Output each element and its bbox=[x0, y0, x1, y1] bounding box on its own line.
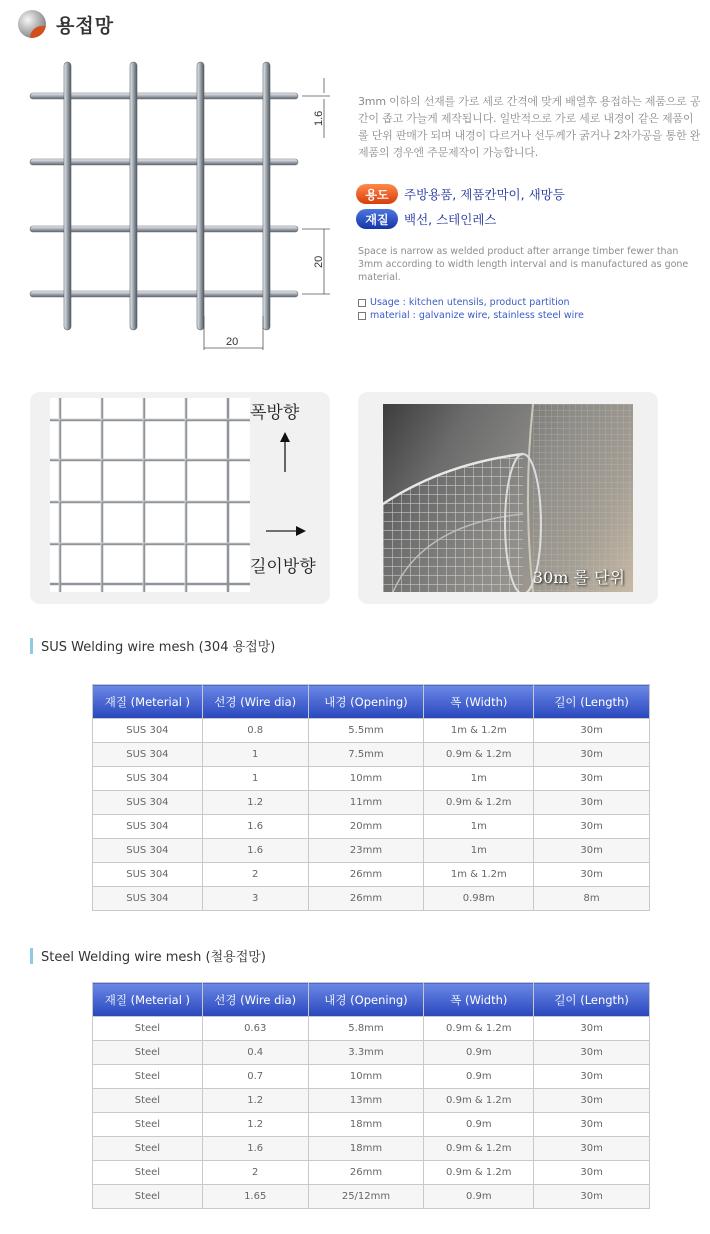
cell-opening: 20mm bbox=[308, 815, 424, 839]
cell-wire-dia: 0.7 bbox=[202, 1065, 308, 1089]
material-text: 백선, 스테인레스 bbox=[404, 212, 497, 227]
cell-length: 8m bbox=[534, 887, 650, 911]
steel-section-title bbox=[30, 946, 266, 965]
cell-opening: 13mm bbox=[308, 1089, 424, 1113]
table-row bbox=[93, 1137, 650, 1161]
dimension-bottom-label: 20 bbox=[226, 336, 239, 348]
cell-length: 30m bbox=[534, 1041, 650, 1065]
cell-length: 30m bbox=[534, 743, 650, 767]
mesh-roll-photo bbox=[383, 404, 633, 592]
cell-width: 1m bbox=[424, 767, 534, 791]
cell-wire-dia: 1.65 bbox=[202, 1185, 308, 1209]
cell-length: 30m bbox=[534, 1137, 650, 1161]
cell-width: 0.9m & 1.2m bbox=[424, 1089, 534, 1113]
section-bar-icon bbox=[30, 638, 33, 654]
cell-wire-dia: 1 bbox=[202, 767, 308, 791]
table-row bbox=[93, 719, 650, 743]
cell-opening: 25/12mm bbox=[308, 1185, 424, 1209]
cell-width: 0.9m bbox=[424, 1065, 534, 1089]
cell-opening: 18mm bbox=[308, 1137, 424, 1161]
cell-opening: 10mm bbox=[308, 767, 424, 791]
table-header-row bbox=[93, 685, 650, 719]
mesh-roll-illustration bbox=[383, 404, 633, 592]
cell-opening: 11mm bbox=[308, 791, 424, 815]
cell-length: 30m bbox=[534, 1065, 650, 1089]
cell-material: Steel bbox=[93, 1041, 203, 1065]
cell-opening: 5.8mm bbox=[308, 1017, 424, 1041]
cell-opening: 7.5mm bbox=[308, 743, 424, 767]
cell-length: 30m bbox=[534, 1161, 650, 1185]
cell-material: SUS 304 bbox=[93, 767, 203, 791]
cell-opening: 26mm bbox=[308, 887, 424, 911]
cell-material: Steel bbox=[93, 1113, 203, 1137]
korean-description: 3mm 이하의 선재를 가로 세로 간격에 맞게 배열후 용접하는 제품으로 공간이 좁고 가늘게 제작됩니다. 일반적으로 가로 세로 내경이 같은 제품이 롤 단위 판매가 되며 내경이 다르거나 선두께가 굵거나 2차가공을 통한 완제품의 경우엔 주문제작이 가능합니다. bbox=[358, 95, 701, 159]
usage-en-item bbox=[358, 297, 570, 308]
cell-width: 1m bbox=[424, 815, 534, 839]
cell-wire-dia: 1.2 bbox=[202, 791, 308, 815]
steel-title-text: Steel Welding wire mesh (철용접망) bbox=[41, 950, 266, 965]
roll-photo-panel bbox=[358, 392, 658, 604]
cell-width: 0.9m & 1.2m bbox=[424, 1137, 534, 1161]
checkbox-icon bbox=[358, 299, 366, 307]
table-header-row bbox=[93, 983, 650, 1017]
cell-length: 30m bbox=[534, 1113, 650, 1137]
cell-length: 30m bbox=[534, 719, 650, 743]
table-row bbox=[93, 863, 650, 887]
table-row bbox=[93, 1065, 650, 1089]
cell-wire-dia: 1 bbox=[202, 743, 308, 767]
table-row bbox=[93, 767, 650, 791]
cell-width: 0.9m & 1.2m bbox=[424, 1017, 534, 1041]
cell-wire-dia: 0.4 bbox=[202, 1041, 308, 1065]
cell-width: 1m bbox=[424, 839, 534, 863]
cell-material: SUS 304 bbox=[93, 815, 203, 839]
cell-wire-dia: 0.8 bbox=[202, 719, 308, 743]
material-badge: 재질 bbox=[356, 209, 398, 229]
sus-table-body bbox=[93, 719, 650, 911]
sus-title-text: SUS Welding wire mesh (304 용접망) bbox=[41, 640, 276, 655]
material-row bbox=[356, 209, 496, 229]
cell-wire-dia: 1.2 bbox=[202, 1089, 308, 1113]
cell-material: Steel bbox=[93, 1161, 203, 1185]
checkbox-icon bbox=[358, 312, 366, 320]
usage-en-text: Usage : kitchen utensils, product partition bbox=[370, 297, 570, 308]
cell-material: SUS 304 bbox=[93, 887, 203, 911]
cell-length: 30m bbox=[534, 839, 650, 863]
cell-opening: 3.3mm bbox=[308, 1041, 424, 1065]
cell-opening: 23mm bbox=[308, 839, 424, 863]
cell-width: 0.9m bbox=[424, 1041, 534, 1065]
header-length: 길이 (Length) bbox=[534, 983, 650, 1017]
cell-width: 0.9m & 1.2m bbox=[424, 791, 534, 815]
vertical-wires bbox=[64, 62, 270, 330]
table-row bbox=[93, 815, 650, 839]
header-width: 폭 (Width) bbox=[424, 983, 534, 1017]
cell-material: SUS 304 bbox=[93, 863, 203, 887]
header-opening: 내경 (Opening) bbox=[308, 983, 424, 1017]
arrow-right-icon bbox=[266, 524, 306, 538]
length-direction-label: 길이방향 bbox=[250, 557, 316, 577]
cell-wire-dia: 3 bbox=[202, 887, 308, 911]
section-bar-icon bbox=[30, 948, 33, 964]
header-wire-dia: 선경 (Wire dia) bbox=[202, 685, 308, 719]
cell-wire-dia: 1.6 bbox=[202, 1137, 308, 1161]
table-row bbox=[93, 1017, 650, 1041]
dimension-top-label: 1.6 bbox=[313, 110, 325, 126]
steel-table-body bbox=[93, 1017, 650, 1209]
header-length: 길이 (Length) bbox=[534, 685, 650, 719]
cell-width: 0.9m & 1.2m bbox=[424, 743, 534, 767]
cell-wire-dia: 2 bbox=[202, 863, 308, 887]
cell-width: 0.98m bbox=[424, 887, 534, 911]
cell-length: 30m bbox=[534, 791, 650, 815]
cell-width: 0.9m bbox=[424, 1113, 534, 1137]
mesh-dimension-diagram bbox=[26, 58, 346, 358]
cell-wire-dia: 1.2 bbox=[202, 1113, 308, 1137]
cell-wire-dia: 1.6 bbox=[202, 839, 308, 863]
width-direction-label: 폭방향 bbox=[250, 403, 300, 423]
cell-wire-dia: 1.6 bbox=[202, 815, 308, 839]
table-row bbox=[93, 887, 650, 911]
table-row bbox=[93, 1161, 650, 1185]
photo-caption: 30m 롤 단위 bbox=[532, 568, 625, 587]
table-row bbox=[93, 791, 650, 815]
sus-section-title bbox=[30, 636, 275, 655]
header-width: 폭 (Width) bbox=[424, 685, 534, 719]
table-row bbox=[93, 839, 650, 863]
table-row bbox=[93, 1113, 650, 1137]
cell-material: Steel bbox=[93, 1017, 203, 1041]
material-en-text: material : galvanize wire, stainless steel wire bbox=[370, 310, 584, 321]
cell-material: SUS 304 bbox=[93, 719, 203, 743]
cell-width: 1m & 1.2m bbox=[424, 863, 534, 887]
arrow-up-icon bbox=[278, 432, 292, 472]
usage-row bbox=[356, 184, 565, 204]
cell-material: SUS 304 bbox=[93, 839, 203, 863]
cell-length: 30m bbox=[534, 815, 650, 839]
cell-opening: 26mm bbox=[308, 1161, 424, 1185]
page-title: 용접망 bbox=[56, 14, 115, 37]
cell-opening: 18mm bbox=[308, 1113, 424, 1137]
header-material: 재질 (Meterial ) bbox=[93, 685, 203, 719]
steel-spec-table bbox=[92, 982, 650, 1209]
header-material: 재질 (Meterial ) bbox=[93, 983, 203, 1017]
page-header bbox=[18, 8, 114, 40]
mesh-grid-image bbox=[50, 398, 250, 592]
table-row bbox=[93, 1185, 650, 1209]
cell-length: 30m bbox=[534, 863, 650, 887]
header-wire-dia: 선경 (Wire dia) bbox=[202, 983, 308, 1017]
table-row bbox=[93, 1089, 650, 1113]
cell-opening: 26mm bbox=[308, 863, 424, 887]
cell-material: Steel bbox=[93, 1137, 203, 1161]
cell-material: SUS 304 bbox=[93, 791, 203, 815]
cell-material: Steel bbox=[93, 1065, 203, 1089]
cell-length: 30m bbox=[534, 1017, 650, 1041]
usage-text: 주방용품, 제품칸막이, 새망등 bbox=[404, 187, 565, 202]
cell-opening: 5.5mm bbox=[308, 719, 424, 743]
table-row bbox=[93, 1041, 650, 1065]
material-en-item bbox=[358, 310, 584, 321]
cell-length: 30m bbox=[534, 1089, 650, 1113]
company-logo-icon bbox=[18, 10, 46, 38]
cell-length: 30m bbox=[534, 1185, 650, 1209]
cell-width: 0.9m & 1.2m bbox=[424, 1161, 534, 1185]
direction-panel bbox=[30, 392, 330, 604]
cell-width: 0.9m bbox=[424, 1185, 534, 1209]
cell-material: Steel bbox=[93, 1089, 203, 1113]
cell-material: Steel bbox=[93, 1185, 203, 1209]
english-description: Space is narrow as welded product after arrange timber fewer than 3mm according to width length interval and is manufactured as gone material. bbox=[358, 246, 689, 283]
sus-spec-table bbox=[92, 684, 650, 911]
dimension-right-label: 20 bbox=[313, 255, 325, 268]
usage-badge: 용도 bbox=[356, 184, 398, 204]
cell-wire-dia: 0.63 bbox=[202, 1017, 308, 1041]
cell-width: 1m & 1.2m bbox=[424, 719, 534, 743]
header-opening: 내경 (Opening) bbox=[308, 685, 424, 719]
cell-opening: 10mm bbox=[308, 1065, 424, 1089]
table-row bbox=[93, 743, 650, 767]
cell-wire-dia: 2 bbox=[202, 1161, 308, 1185]
cell-material: SUS 304 bbox=[93, 743, 203, 767]
cell-length: 30m bbox=[534, 767, 650, 791]
